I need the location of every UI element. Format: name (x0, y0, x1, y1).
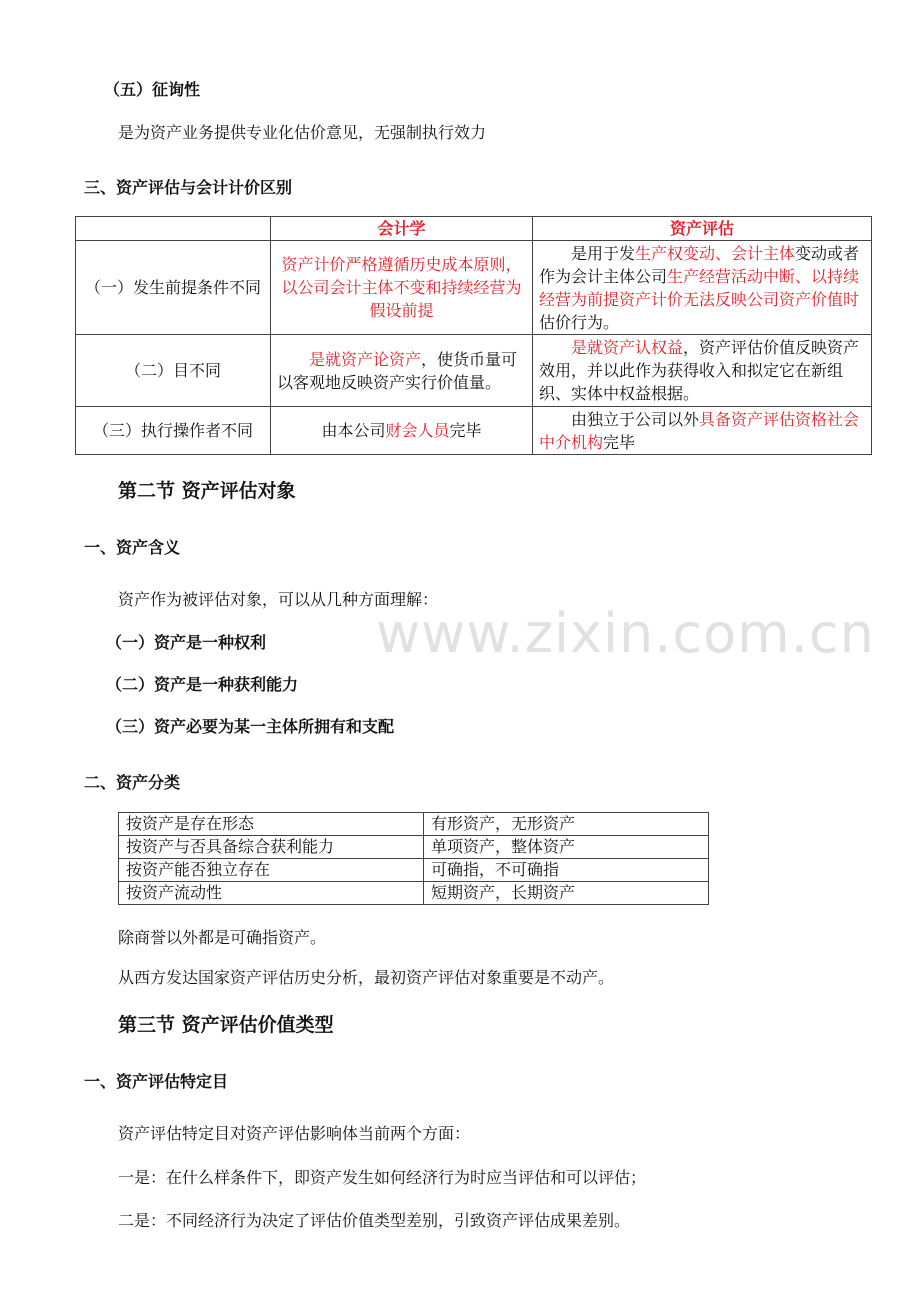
cell-asset-eval (533, 335, 872, 407)
header-accounting: 会计学 (271, 217, 533, 241)
specific-purpose-heading: 一、资产评估特定目 (84, 1072, 229, 1091)
specific-purpose-line: 一是：在什么样条件下，即资产发生如何经济行为时应当评估和可以评估； (118, 1168, 647, 1187)
class-basis: 按资产流动性 (119, 882, 424, 905)
class-basis: 按资产能否独立存在 (119, 859, 424, 882)
row-label: （二）目不同 (76, 335, 271, 407)
history-note: 从西方发达国家资产评估历史分析，最初资产评估对象重要是不动产。 (118, 968, 615, 987)
text-run: ，使货币量可以客观地反映资产实行价值量。 (277, 349, 518, 392)
class-basis: 按资产与否具备综合获利能力 (119, 836, 424, 859)
specific-purpose-intro: 资产评估特定目对资产评估影响体当前两个方面： (118, 1124, 471, 1143)
asset-class-table (118, 812, 709, 905)
text-run: 由独立于公司以外 (571, 409, 700, 429)
cell-accounting (271, 241, 533, 335)
asset-item: （三）资产必要为某一主体所拥有和支配 (106, 717, 395, 736)
text-run: 具备资产评估资格社会中介机构 (539, 409, 860, 452)
text-run: 完毕 (449, 421, 482, 440)
text-run: 财会人员 (385, 421, 450, 440)
text-run: 完毕 (603, 432, 636, 452)
class-basis: 按资产是存在形态 (119, 813, 424, 836)
watermark: www.zixin.com.cn (376, 602, 875, 665)
cell-accounting (271, 407, 533, 455)
table-row (119, 859, 709, 882)
goodwill-note: 除商誉以外都是可确指资产。 (118, 928, 327, 947)
asset-item: （一）资产是一种权利 (106, 633, 267, 652)
text-run: 是用于发 (571, 243, 636, 263)
text-run: 变动或者作为会计主体公司 (539, 243, 860, 286)
row-label: （三）执行操作者不同 (76, 407, 271, 455)
text-run: 资产计价严格遵循历史成本原则，以公司会计主体不变和持续经营为假设前提 (281, 255, 522, 320)
asset-class-heading: 二、资产分类 (84, 773, 181, 792)
header-asset-eval: 资产评估 (533, 217, 872, 241)
asset-meaning-heading: 一、资产含义 (84, 538, 181, 557)
row-label: （一）发生前提条件不同 (76, 241, 271, 335)
table-row (119, 813, 709, 836)
para-5-text: 是为资产业务提供专业化估价意见，无强制执行效力 (118, 123, 487, 142)
table-row (119, 836, 709, 859)
section-3-heading: 三、资产评估与会计计价区别 (84, 178, 293, 197)
comparison-row (76, 335, 872, 407)
specific-purpose-line: 二是：不同经济行为决定了评估价值类型差别，引致资产评估成果差别。 (118, 1211, 631, 1230)
text-run: 生产经营活动中断、以持续经营为前提资产计价无法反映公司资产价值时 (539, 266, 860, 309)
comparison-header-row (76, 217, 872, 241)
cell-asset-eval (533, 241, 872, 335)
class-types: 短期资产，长期资产 (424, 882, 709, 905)
text-run: ，资产评估价值反映资产效用，并以此作为获得收入和拟定它在新组织、实体中权益根据。 (539, 338, 860, 403)
section-3-title: 第三节 资产评估价值类型 (118, 1014, 334, 1036)
comparison-table (75, 216, 872, 455)
text-run: 生产权变动、会计主体 (635, 243, 796, 263)
heading-5: （五）征询性 (104, 80, 201, 99)
comparison-row (76, 407, 872, 455)
comparison-row (76, 241, 872, 335)
header-empty (76, 217, 271, 241)
class-types: 可确指，不可确指 (424, 859, 709, 882)
table-row (119, 882, 709, 905)
class-types: 有形资产，无形资产 (424, 813, 709, 836)
text-run: 是就资产认权益 (571, 338, 684, 357)
cell-accounting (271, 335, 533, 407)
asset-meaning-intro: 资产作为被评估对象，可以从几种方面理解： (118, 590, 439, 609)
section-2-title: 第二节 资产评估对象 (118, 480, 296, 502)
class-types: 单项资产，整体资产 (424, 836, 709, 859)
text-run: 由本公司 (321, 421, 386, 440)
cell-asset-eval (533, 407, 872, 455)
asset-item: （二）资产是一种获利能力 (106, 675, 299, 694)
text-run: 是就资产论资产 (309, 349, 422, 369)
text-run: 估价行为。 (539, 312, 620, 332)
